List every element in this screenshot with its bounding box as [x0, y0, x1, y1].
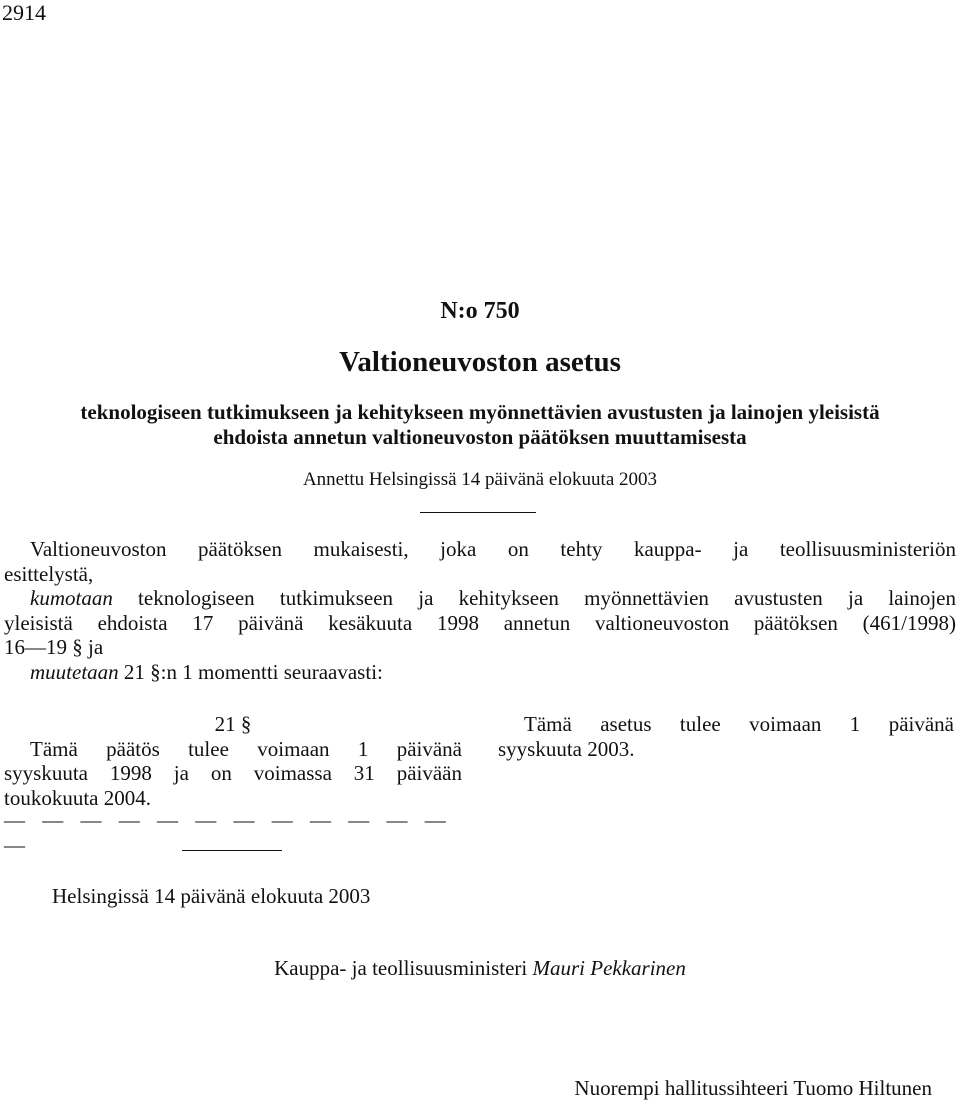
signature-divider: [182, 850, 282, 851]
amend-line: [4, 660, 956, 685]
section-line-2: syyskuuta 1998 ja on voimassa 31 päivään: [4, 761, 462, 785]
secretary-signature: Nuorempi hallitussihteeri Tuomo Hiltunen: [574, 1076, 932, 1100]
repeal-clause: [4, 586, 956, 660]
place-and-date: Helsingissä 14 päivänä elokuuta 2003: [52, 884, 371, 908]
entry-line-2: syyskuuta 2003.: [498, 736, 635, 761]
preamble-line-1: Valtioneuvoston päätöksen mukaisesti, joka on tehty kauppa- ja teollisuusministeriön: [30, 537, 956, 561]
header-divider: [420, 512, 536, 513]
subtitle-line-2: ehdoista annetun valtioneuvoston päätöksen muuttamisesta: [213, 425, 747, 449]
section-number: 21 §: [214, 712, 252, 736]
section-21: [4, 712, 462, 810]
subtitle-line-1: teknologiseen tutkimukseen ja kehitykseen myönnettävien avustusten ja lainojen yleisistä: [80, 400, 880, 424]
repeal-verb: kumotaan: [30, 586, 113, 610]
minister-name: Mauri Pekkarinen: [532, 956, 686, 980]
amend-clause: [4, 660, 956, 685]
minister-signature: [0, 956, 960, 981]
issued-statement: Annettu Helsingissä 14 päivänä elokuuta 2003: [302, 469, 658, 490]
preamble: [4, 537, 956, 586]
amend-verb: muutetaan: [30, 660, 119, 684]
section-line-1: Tämä päätös tulee voimaan 1 päivänä: [30, 736, 462, 761]
minister-title: Kauppa- ja teollisuusministeri: [274, 956, 533, 980]
repeal-line-2: yleisistä ehdoista 17 päivänä kesäkuuta 1998 annetun valtioneuvoston päätöksen (461/1998): [4, 610, 956, 635]
entry-into-force: [498, 712, 954, 761]
omission-dashes: — — — — — — — — — — — — —: [4, 808, 452, 857]
section-line-3: toukokuuta 2004.: [4, 785, 151, 810]
document-subtitle: [0, 400, 960, 450]
entry-line-1: Tämä asetus tulee voimaan 1 päivänä: [524, 712, 954, 736]
page-number: 2914: [2, 0, 46, 25]
repeal-line-1-text: teknologiseen tutkimukseen ja kehitykseen myönnettävien avustusten ja lainojen: [112, 586, 956, 610]
document-title: Valtioneuvoston asetus: [339, 346, 621, 378]
statute-number: N:o 750: [440, 298, 520, 324]
preamble-line-2: esittelystä,: [4, 561, 94, 586]
repeal-line-3: 16—19 § ja: [4, 635, 104, 659]
repeal-line-1: [4, 586, 956, 611]
amend-text: 21 §:n 1 momentti seuraavasti:: [118, 660, 383, 684]
